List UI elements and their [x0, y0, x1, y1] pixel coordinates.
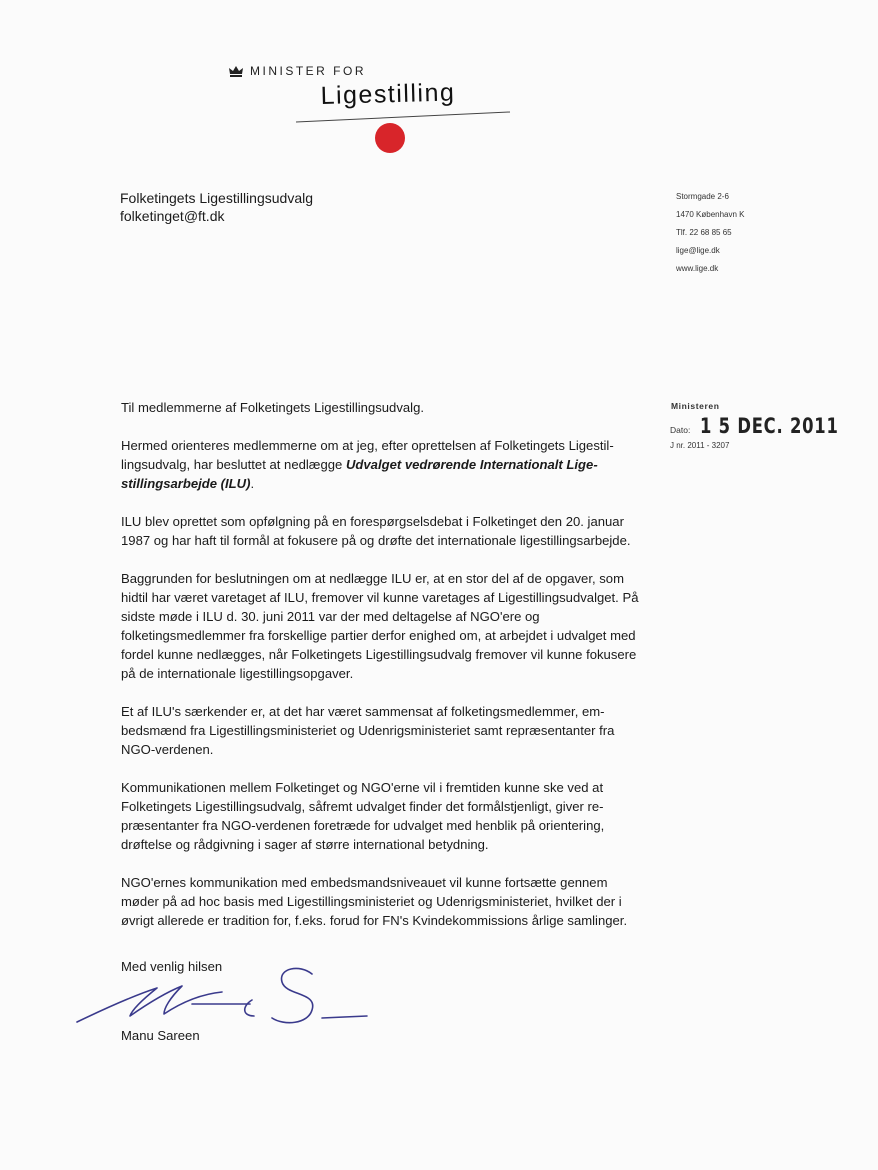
letterhead-ministry: Ligestilling	[320, 78, 456, 111]
paragraph-2: ILU blev oprettet som opfølgning på en forespørgselsdebat i Folketinget den 20. januar 1987 og har haft til formål at fokusere på og drøfte det internationale ligestillingsarbejde.	[121, 514, 631, 548]
recipient-block	[120, 189, 313, 225]
date-label: Dato:	[670, 425, 691, 435]
office-label: Ministeren	[671, 401, 720, 411]
letterhead-dot	[375, 123, 405, 153]
sender-web: www.lige.dk	[676, 264, 719, 273]
sender-phone: Tlf. 22 68 85 65	[676, 228, 732, 237]
sender-email: lige@lige.dk	[676, 246, 720, 255]
signer-name: Manu Sareen	[121, 1028, 200, 1043]
greeting: Til medlemmerne af Folketingets Ligestillingsudvalg.	[121, 400, 424, 415]
sender-block	[676, 188, 745, 278]
crown-icon	[228, 64, 244, 78]
recipient-email: folketinget@ft.dk	[120, 208, 225, 224]
letterhead-top	[228, 64, 366, 78]
letterhead-rule	[296, 112, 510, 124]
signature-image	[72, 962, 372, 1032]
sender-address: Stormgade 2-6	[676, 192, 729, 201]
paragraph-3: Baggrunden for beslutningen om at nedlægge ILU er, at en stor del af de opgaver, som hidtil har været varetaget af ILU, fremover vil kunne varetages af Ligestillingsudvalget. På sidste møde i ILU d. 30. juni 2011 var der med deltagelse af NGO'ere og folketingsmedlemmer fra forskellige partier derfor enighed om, at arbejdet i udvalget med fordel kunne nedlægges, når Folketingets Ligestillingsudvalg fremover vil kunne fokusere på de internationale ligestillingsopgaver.	[121, 571, 639, 681]
journal-number: J nr. 2011 - 3207	[670, 441, 730, 450]
closing-salutation: Med venlig hilsen	[121, 959, 223, 974]
sender-city: 1470 København K	[676, 210, 745, 219]
paragraph-6: NGO'ernes kommunikation med embedsmandsniveauet vil kunne fortsætte gennem møder på ad hoc basis med Ligestillingsministeriet og Udenrigsministeriet, hvilket der i øvrigt allerede er tradition for, f.eks. forud for FN's Kvindekommissions årlige samlinger.	[121, 875, 628, 928]
recipient-name: Folketingets Ligestillingsudvalg	[120, 190, 313, 206]
date-row	[670, 414, 878, 438]
paragraph-4: Et af ILU's særkender er, at det har været sammensat af folketingsmedlemmer, embedsmænd fra Ligestillingsministeriet og Udenrigsministeriet samt repræsentanter fra NGO-verdenen.	[121, 704, 615, 757]
paragraph-5: Kommunikationen mellem Folketinget og NGO'erne vil i fremtiden kunne ske ved at Folketingets Ligestillingsudvalg, såfremt udvalget finder det formålstjenligt, giver repræsentanter fra NGO-verdenen foretræde for udvalget med henblik på orientering, drøftelse og rådgivning i sager af større international betydning.	[121, 780, 605, 852]
date-stamp: 1 5 DEC. 2011	[700, 414, 839, 438]
letterhead-title: MINISTER FOR	[250, 64, 366, 78]
paragraph-1: Hermed orienteres medlemmerne om at jeg, efter oprettelsen af Folketingets Ligestillingsudvalg, har besluttet at nedlægge Udvalget vedrørende Internationalt Ligestillingsarbejde (ILU).	[121, 438, 614, 491]
letter-body	[121, 398, 641, 949]
committee-name: Udvalget vedrørende Internationalt Ligestillingsarbejde (ILU)	[121, 457, 598, 491]
